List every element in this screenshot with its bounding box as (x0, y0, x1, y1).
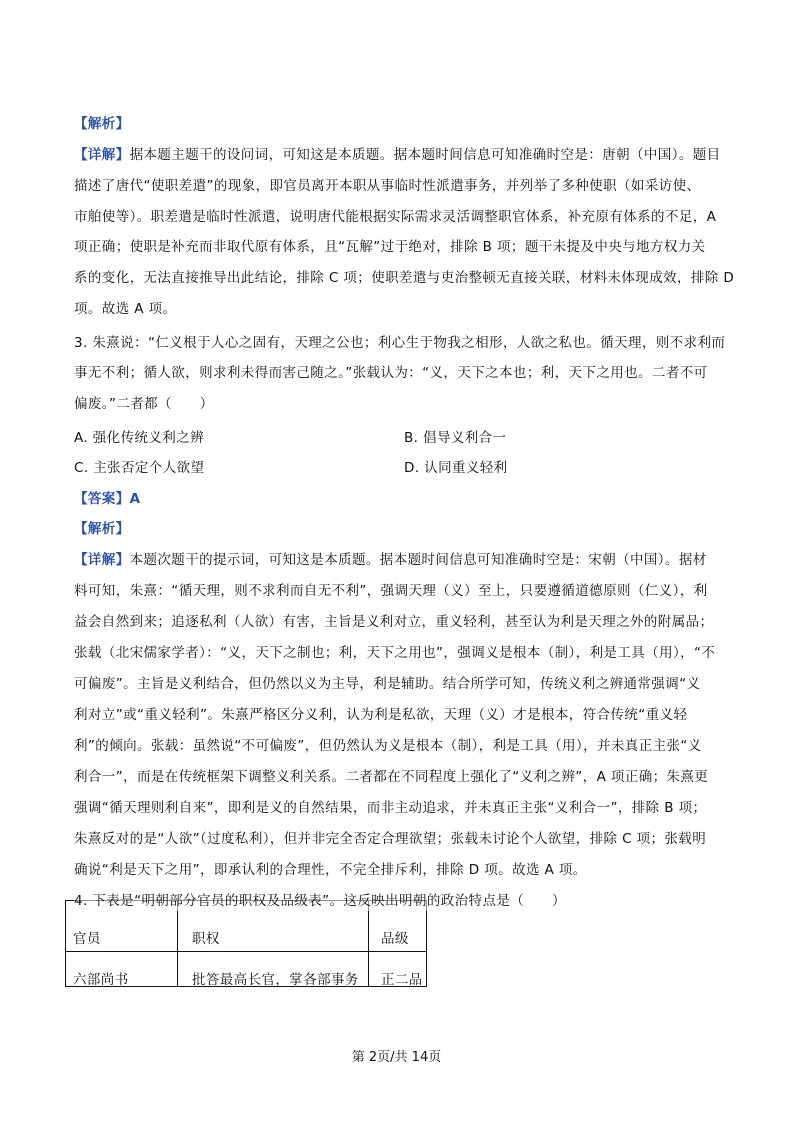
table-header-official: 官员 (73, 931, 101, 947)
question-stem-line: 4. 下表是“明朝部分官员的职权及品级表”。这反映出明朝的政治特点是（ ） (74, 893, 566, 909)
detail-paragraph-line: 确说“利是天下之用”，即承认利的合理性，不完全排斥利，排除 D 项。故选 A 项。 (74, 862, 587, 878)
detail-paragraph-line: 【详解】本题次题干的提示词，可知这是本质题。据本题时间信息可知准确时空是：宋朝（中国）。据材 (74, 552, 707, 568)
detail-paragraph-line: 【详解】据本题主题干的设问词，可知这是本质题。据本题时间信息可知准确时空是：唐朝（中国）。题目 (74, 147, 721, 163)
detail-paragraph-line: 项正确；使职是补充而非取代原有体系，且“瓦解”过于绝对，排除 B 项；题干未提及中央与地方权力关 (74, 239, 706, 255)
table-column-divider (368, 901, 369, 986)
detail-paragraph-line: 张载（北宋儒家学者）：“义，天下之制也；利，天下之用也”，强调义是根本（制），利是工具（用），“不 (74, 645, 716, 661)
table-cell: 批答最高长官，掌各部事务 (192, 972, 359, 988)
detail-paragraph-line: 利对立”或“重义轻利”。朱熹严格区分义利，认为利是私欲，天理（义）才是根本，符合传统“重义轻 (74, 707, 688, 723)
question-stem-line: 3. 朱熹说：“仁义根于人心之固有，天理之公也；利心生于物我之相形，人欲之私也。循天理，则不求利而 (74, 335, 726, 351)
detail-paragraph-line: 可偏废”。主旨是义利结合，但仍然以义为主导，利是辅助。结合所学可知，传统义利之辨通常强调“义 (74, 676, 701, 692)
detail-paragraph-line: 描述了唐代“使职差遣”的现象，即官员离开本职从事临时性派遣事务，并列举了多种使职（如采访使、 (74, 178, 701, 194)
option-a: A. 强化传统义利之辨 (74, 430, 204, 446)
officials-table (65, 900, 427, 987)
page-footer: 第 2页/共 14页 (351, 1050, 442, 1065)
question-stem-line: 偏废。”二者都（ ） (74, 396, 214, 412)
detail-tag: 【详解】 (74, 552, 130, 568)
option-d: D. 认同重义轻利 (404, 460, 508, 476)
detail-paragraph-line: 强调“循天理则利自来”，即利是义的自然结果，而非主动追求，并未真正主张“义利合一”，排除 B 项； (74, 800, 707, 816)
table-header-power: 职权 (192, 931, 220, 947)
detail-paragraph-line: 项。故选 A 项。 (74, 301, 177, 317)
detail-paragraph-line: 朱熹反对的是“人欲”（过度私利），但并非完全否定合理欲望；张载未讨论个人欲望，排除 C 项；张载明 (74, 831, 707, 847)
analysis-heading: 【解析】 (74, 521, 130, 537)
analysis-heading: 【解析】 (74, 116, 130, 132)
table-column-divider (177, 901, 178, 986)
detail-paragraph-line: 市舶使等）。职差遣是临时性派遣，说明唐代能根据实际需求灵活调整职官体系，补充原有体系的不足，A (74, 209, 717, 225)
question-stem-line: 事无不利；循人欲，则求利未得而害己随之。”张载认为：“义，天下之本也；利，天下之用也。二者不可 (74, 365, 708, 381)
table-cell: 六部尚书 (73, 972, 129, 988)
detail-tag: 【详解】 (74, 147, 130, 163)
detail-paragraph-line: 利合一”，而是在传统框架下调整义利关系。二者都在不同程度上强化了“义利之辨”，A 项正确；朱熹更 (74, 769, 709, 785)
answer-line: 【答案】A (74, 491, 141, 507)
table-cell: 正二品 (381, 972, 423, 988)
detail-paragraph-line: 利”的倾向。张载：虽然说“不可偏废”，但仍然认为义是根本（制），利是工具（用），并未真正主张“义 (74, 738, 702, 754)
option-c: C. 主张否定个人欲望 (74, 460, 205, 476)
detail-paragraph-line: 系的变化，无法直接推导出此结论，排除 C 项；使职差遣与吏治整顿无直接关联，材料未体现成效，排除 D (74, 270, 735, 286)
table-header-rank: 品级 (381, 931, 409, 947)
detail-paragraph-line: 料可知，朱熹：“循天理，则不求利而自无不利”，强调天理（义）至上，只要遵循道德原则（仁义），利 (74, 583, 708, 599)
table-row-divider (66, 951, 426, 952)
detail-paragraph-line: 益会自然到来；追逐私利（人欲）有害，主旨是义利对立，重义轻利，甚至认为利是天理之外的附属品； (74, 614, 714, 630)
option-b: B. 倡导义利合一 (404, 430, 507, 446)
